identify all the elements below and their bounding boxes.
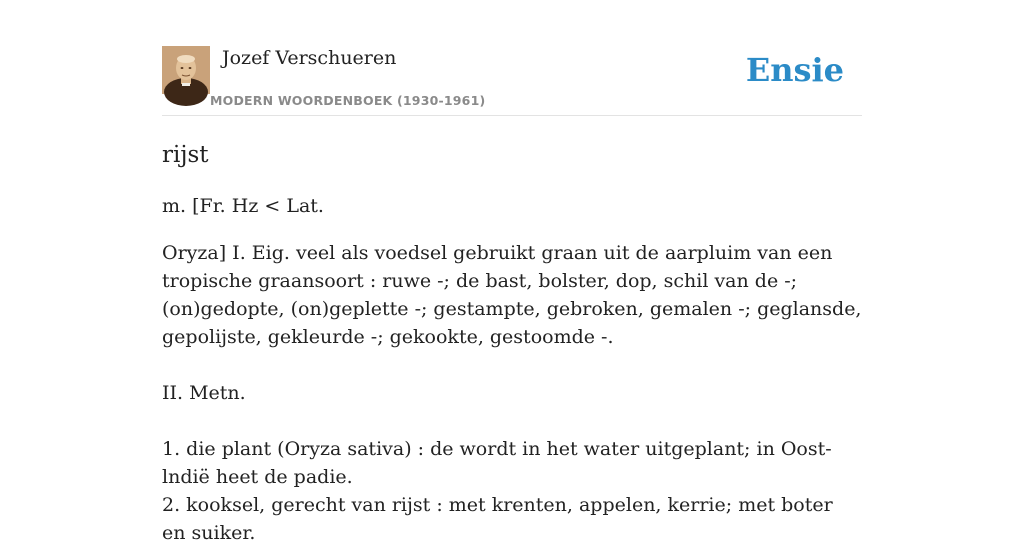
- portrait-photo-icon: [162, 46, 210, 94]
- definition-paragraph: 1. die plant (Oryza sativa) : de wordt in het water uitgeplant; in Oost-lndië heet de padie.: [162, 438, 832, 488]
- header: [162, 46, 862, 116]
- entry-headword: rijst: [162, 142, 209, 168]
- author-name[interactable]: Jozef Verschueren: [222, 47, 397, 69]
- definition-paragraph: 2. kooksel, gerecht van rijst : met krenten, appelen, kerrie; met boter en suiker.: [162, 494, 833, 544]
- ensie-logo[interactable]: Ensie: [745, 51, 844, 89]
- paragraph-spacer: [162, 351, 862, 379]
- definition-paragraph: II. Metn.: [162, 382, 246, 404]
- definition-paragraph: Oryza] I. Eig. veel als voedsel gebruikt graan uit de aarpluim van een tropische graansoort : ruwe -; de bast, bolster, dop, schil van de -; (on)gedopte, (on)geplette -; gestampte, gebroken, gemalen -; geglansde, gepolijste, gekleurde -; gekookte, gestoomde -.: [162, 242, 862, 348]
- author-avatar[interactable]: [162, 46, 210, 94]
- entry-page: [162, 0, 862, 547]
- entry-body: [162, 239, 862, 547]
- paragraph-spacer: [162, 407, 862, 435]
- entry-etymology: m. [Fr. Hz < Lat.: [162, 195, 324, 217]
- source-title[interactable]: MODERN WOORDENBOEK (1930-1961): [210, 93, 486, 108]
